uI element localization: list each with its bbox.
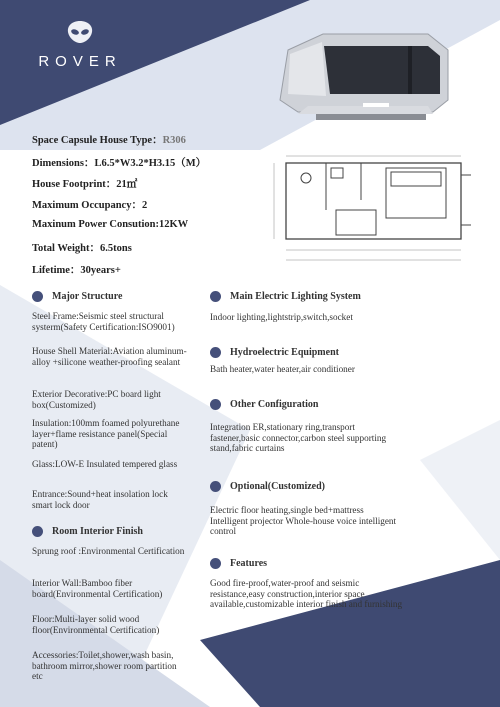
spec-line (32, 262, 121, 277)
section-major-structure: Major Structure (32, 291, 122, 302)
list-item: Glass:LOW-E Insulated tempered glass (32, 459, 178, 469)
list-item: Entrance:Sound+heat insolation lock smart lock door (32, 489, 168, 510)
section-other: Other Configuration (210, 399, 318, 410)
list-item: Steel Frame:Seismic steel structural systerm(Safety Certification:ISO9001) (32, 311, 175, 332)
spec-line (32, 132, 186, 147)
spec-value: 12KW (158, 219, 189, 230)
list-item: Interior Wall:Bamboo fiber board(Environmental Certification) (32, 578, 163, 599)
section-hydro: Hydroelectric Equipment (210, 347, 339, 358)
bullet-dot (210, 291, 221, 302)
spec-value: R306 (162, 135, 186, 146)
spec-line (32, 197, 147, 212)
list-item: Insulation:100mm foamed polyurethane layer+flame resistance panel(Special patent) (32, 418, 180, 449)
spec-line (32, 240, 132, 255)
spec-label: Total Weight： (32, 243, 100, 254)
spec-label: House Footprint： (32, 179, 117, 190)
section-lighting-text: Indoor lighting,lightstrip,switch,socket (210, 312, 353, 322)
section-other-text: Integration ER,stationary ring,transport fastener,basic connector,carbon steel supporting stand,fabric curtains (210, 422, 387, 453)
spec-value: 21㎡ (116, 179, 138, 190)
bullet-dot (210, 481, 221, 492)
spec-label: Space Capsule House Type： (32, 135, 163, 146)
list-item: Accessories:Toilet,shower,wash basin, bathroom mirror,shower room partition etc (32, 650, 177, 681)
bullet-dot (210, 347, 221, 358)
spec-line (32, 155, 206, 170)
bullet-dot (32, 291, 43, 302)
bullet-dot (210, 558, 221, 569)
alien-head-icon (65, 20, 95, 44)
bullet-dot (32, 526, 43, 537)
spec-value: L6.5*W3.2*H3.15（M） (94, 158, 207, 169)
spec-value: 6.5tons (99, 243, 132, 254)
section-features: Features (210, 558, 267, 569)
capsule-house-image (268, 28, 458, 128)
spec-value: 2 (141, 200, 148, 211)
section-hydro-text: Bath heater,water heater,air conditioner (210, 364, 355, 374)
section-features-text: Good fire-proof,water-proof and seismic resistance,easy construction,interior space available,customizable interior finish and furnishing (210, 578, 403, 609)
floor-plan-drawing (266, 150, 476, 275)
list-item: Sprung roof :Environmental Certification (32, 546, 185, 556)
section-lighting: Main Electric Lighting System (210, 291, 361, 302)
spec-line (32, 219, 188, 230)
brand-logo (30, 20, 130, 70)
brand-name: ROVER (38, 53, 122, 70)
list-item: Floor:Multi-layer solid wood floor(Environmental Certification) (32, 614, 160, 635)
spec-label: Dimensions： (32, 158, 95, 169)
list-item: House Shell Material:Aviation aluminum-alloy +silicone weather-proofing sealant (32, 346, 187, 367)
spec-label: Maximum Occupancy： (32, 200, 142, 211)
section-room-interior: Room Interior Finish (32, 526, 143, 537)
spec-value: 30years+ (80, 265, 121, 276)
section-optional-text: Electric floor heating,single bed+mattress Intelligent projector Whole-house voice intelligent control (210, 505, 397, 536)
list-item: Exterior Decorative:PC board light box(Customized) (32, 389, 161, 410)
spec-label: Lifetime： (32, 265, 81, 276)
spec-label: Maxinum Power Consution: (32, 219, 159, 230)
spec-line (32, 176, 137, 191)
section-optional: Optional(Customized) (210, 481, 325, 492)
bullet-dot (210, 399, 221, 410)
